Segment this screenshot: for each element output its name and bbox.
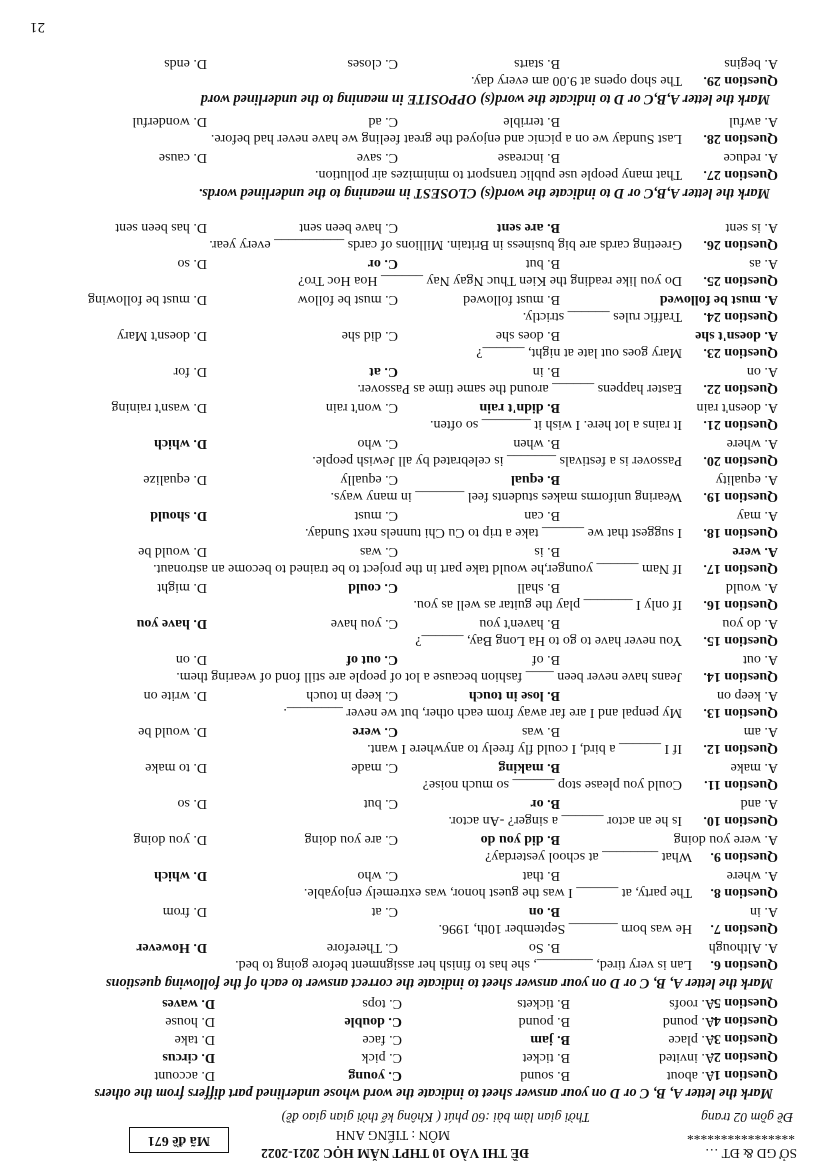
option-a: A. make xyxy=(730,760,778,775)
instruction-pronunciation: Mark the letter A, B, C or D on your answer sheet to indicate the word whose underlined part differs from the others xyxy=(94,1085,773,1101)
question-label: Question 29. xyxy=(703,73,778,88)
option-c: C. equally xyxy=(340,472,398,487)
option-a: A. begins xyxy=(724,56,778,71)
question-label: Question 12. xyxy=(703,741,778,756)
option-a: A. doesn't she xyxy=(695,328,778,343)
option-a: A. invited xyxy=(659,1050,715,1065)
option-b: B. or xyxy=(530,796,560,811)
option-d: D. should xyxy=(150,508,207,523)
question-text: My penpal and I are far away from each other, but we never ________. xyxy=(283,705,682,720)
option-b: B. must followed xyxy=(463,292,560,307)
option-b: B. ticket xyxy=(522,1050,570,1065)
question-label: Question 28. xyxy=(703,131,778,146)
option-d: D. waves xyxy=(162,996,215,1011)
question-label: Question 5. xyxy=(710,995,778,1010)
page-count: Đề gồm 02 trang xyxy=(701,1110,793,1125)
option-d: D. would be xyxy=(138,544,207,559)
option-c: C. have been sent xyxy=(299,220,398,235)
option-b: B. making xyxy=(498,760,560,775)
question-text: If Nam ______ younger,he would take part in the project to be trained to become an astronaut. xyxy=(153,561,682,576)
option-c: C. out of xyxy=(346,652,398,667)
option-b: B. shall xyxy=(517,580,560,595)
instruction-closest: Mark the letter A,B,C or D to indicate the word(s) CLOSEST in meaning to the underlined words. xyxy=(198,185,770,201)
question-label: Question 16. xyxy=(703,597,778,612)
option-d: D. ends xyxy=(164,56,207,71)
option-c: C. keep in touch xyxy=(306,688,398,703)
question-label: Question 25. xyxy=(703,273,778,288)
option-c: C. were xyxy=(352,724,398,739)
question-label: Question 20. xyxy=(703,453,778,468)
option-c: C. did she xyxy=(341,328,398,343)
option-d: D. However xyxy=(136,940,207,955)
header-org: SỞ GD & ĐT … xyxy=(704,1146,797,1161)
option-c: C. save xyxy=(356,150,398,165)
option-a: A. and xyxy=(740,796,778,811)
option-b: B. starts xyxy=(514,56,560,71)
exam-code-box: Mã đề 671 xyxy=(129,1127,229,1153)
question-text: He was born _______ September 10th, 1996. xyxy=(438,921,692,936)
question-text: Passover is a festivals _______ is celebrated by all Jewish people. xyxy=(312,453,682,468)
option-c: C. double xyxy=(344,1014,402,1029)
option-b: B. did you do xyxy=(480,832,560,847)
option-a: A. on xyxy=(746,364,778,379)
question-label: Question 15. xyxy=(703,633,778,648)
option-b: B. is xyxy=(534,544,560,559)
option-d: D. so xyxy=(177,256,207,271)
option-b: B. equal xyxy=(510,472,560,487)
option-b: B. was xyxy=(521,724,560,739)
question-text: Is he an actor ______ a singer? -An actor. xyxy=(448,813,682,828)
exam-title: ĐỀ THI VÀO 10 THPT NĂM HỌC 2021-2022 xyxy=(261,1146,529,1161)
option-d: D. for xyxy=(173,364,207,379)
option-a: A. pound xyxy=(662,1014,715,1029)
question-text: That many people use public transport to minimizes air pollution. xyxy=(314,167,682,182)
question-label: Question 2. xyxy=(710,1049,778,1064)
option-a: A. doesn't rain xyxy=(696,400,778,415)
option-a: A. may xyxy=(736,508,778,523)
option-a: A. keep on xyxy=(716,688,778,703)
question-label: Question 18. xyxy=(703,525,778,540)
option-c: C. at xyxy=(369,364,398,379)
option-b: B. didn't rain xyxy=(479,400,560,415)
question-label: Question 10. xyxy=(703,813,778,828)
option-d: D. you doing xyxy=(133,832,207,847)
question-text: Traffic rules ______ strictly. xyxy=(522,309,682,324)
option-a: A. roofs xyxy=(669,996,715,1011)
instruction-grammar: Mark the letter A, B, C or D on your answer sheet to indicate the correct answer to each of the following questions xyxy=(105,975,773,991)
question-label: Question 23. xyxy=(703,345,778,360)
option-b: B. can xyxy=(524,508,560,523)
option-a: A. am xyxy=(743,724,778,739)
option-d: D. take xyxy=(174,1032,215,1047)
option-d: D. on xyxy=(175,652,207,667)
option-a: A. were you doing xyxy=(673,832,778,847)
option-c: C. must xyxy=(354,508,398,523)
option-c: C. won't rain xyxy=(325,400,398,415)
option-c: C. who xyxy=(357,436,398,451)
option-a: A. reduce xyxy=(723,150,778,165)
option-d: D. would be xyxy=(138,724,207,739)
option-a: A. do you xyxy=(722,616,778,631)
option-c: C. tops xyxy=(362,996,402,1011)
option-d: D. wasn't raining xyxy=(111,400,207,415)
option-a: A. out xyxy=(743,652,778,667)
option-c: C. you have xyxy=(330,616,398,631)
option-c: C. who xyxy=(357,868,398,883)
option-d: D. so xyxy=(177,796,207,811)
option-d: D. have you xyxy=(136,616,207,631)
question-label: Question 11. xyxy=(704,777,778,792)
option-c: C. are you doing xyxy=(304,832,398,847)
option-a: A. about xyxy=(666,1068,715,1083)
option-d: D. account xyxy=(154,1068,215,1083)
question-label: Question 7. xyxy=(710,921,778,936)
option-c: C. must be follow xyxy=(297,292,398,307)
option-c: C. at xyxy=(371,904,398,919)
option-a: A. is sent xyxy=(725,220,778,235)
option-b: B. increase xyxy=(497,150,560,165)
option-d: D. which xyxy=(154,868,207,883)
question-label: Question 17. xyxy=(703,561,778,576)
option-a: A. were xyxy=(732,544,778,559)
option-a: A. equality xyxy=(715,472,778,487)
option-a: A. must be followed xyxy=(659,292,778,307)
option-d: D. circus xyxy=(162,1050,215,1065)
option-a: A. would xyxy=(725,580,778,595)
question-label: Question 21. xyxy=(703,417,778,432)
option-d: D. cause xyxy=(158,150,207,165)
option-d: D. might xyxy=(157,580,207,595)
option-b: B. when xyxy=(513,436,560,451)
option-d: D. must be following xyxy=(88,292,207,307)
question-text: The shop opens at 9.00 am every day. xyxy=(471,73,682,88)
option-b: B. lose in touch xyxy=(468,688,560,703)
option-c: C. ad xyxy=(368,114,398,129)
option-c: C. made xyxy=(351,760,398,775)
question-label: Question 8. xyxy=(710,885,778,900)
option-d: D. house xyxy=(165,1014,215,1029)
question-label: Question 19. xyxy=(703,489,778,504)
option-c: C. closes xyxy=(347,56,398,71)
option-b: B. sound xyxy=(520,1068,570,1083)
option-d: D. from xyxy=(162,904,207,919)
option-b: B. tickets xyxy=(517,996,570,1011)
question-label: Question 9. xyxy=(710,849,778,864)
option-d: D. wonderful xyxy=(132,114,207,129)
option-b: B. haven't you xyxy=(479,616,560,631)
option-b: B. So xyxy=(528,940,560,955)
question-text: If only I _______ play the guitar as well as you. xyxy=(413,597,682,612)
question-label: Question 1. xyxy=(710,1067,778,1082)
question-label: Question 24. xyxy=(703,309,778,324)
question-label: Question 3. xyxy=(710,1031,778,1046)
option-c: C. face xyxy=(362,1032,402,1047)
question-text: If I ______ a bird, I could fly freely to anywhere I want. xyxy=(367,741,682,756)
option-c: C. young xyxy=(348,1068,402,1083)
option-c: C. or xyxy=(367,256,398,271)
option-d: D. equalize xyxy=(143,472,207,487)
option-a: A. in xyxy=(750,904,778,919)
question-text: Jeans have never been ____ fashion because a lot of people are still fond of wearing them. xyxy=(176,669,682,684)
option-c: C. Therefore xyxy=(326,940,398,955)
option-b: B. in xyxy=(532,364,560,379)
option-b: B. on xyxy=(528,904,560,919)
option-d: D. doesn't Mary xyxy=(116,328,207,343)
option-a: A. awful xyxy=(729,114,778,129)
question-text: What ________ at school yesterday? xyxy=(485,849,692,864)
option-b: B. but xyxy=(525,256,560,271)
option-a: A. as xyxy=(749,256,778,271)
option-c: C. pick xyxy=(361,1050,402,1065)
option-d: D. to make xyxy=(145,760,207,775)
question-label: Question 26. xyxy=(703,237,778,252)
header-stars: **************** xyxy=(687,1128,795,1143)
question-text: Greeting cards are big business in Britain. Millions of cards __________ every year. xyxy=(209,237,682,252)
question-text: Wearing uniforms makes students feel _______ in many ways. xyxy=(330,489,682,504)
question-label: Question 22. xyxy=(703,381,778,396)
exam-time: Thời gian làm bài :60 phút ( Không kể thời gian giao đề) xyxy=(281,1110,590,1125)
option-c: C. was xyxy=(359,544,398,559)
question-label: Question 6. xyxy=(710,957,778,972)
exam-subject: MÔN : TIẾNG ANH xyxy=(335,1128,450,1143)
option-b: B. pound xyxy=(518,1014,570,1029)
question-text: I suggest that we ______ take a trip to Cu Chi tunnels next Sunday. xyxy=(304,525,682,540)
question-text: It rains a lot here. I wish it _______ so often. xyxy=(430,417,682,432)
option-b: B. of xyxy=(532,652,560,667)
option-a: A. place xyxy=(668,1032,715,1047)
option-d: D. has been sent xyxy=(115,220,207,235)
question-label: Question 13. xyxy=(703,705,778,720)
question-text: Lan is very tired, ________, she has to finish her assignment before going to bed. xyxy=(235,957,692,972)
question-text: Do you like reading the Kien Thuc Ngay Nay ______ Hoa Hoc Tro? xyxy=(298,273,682,288)
option-b: B. does she xyxy=(495,328,560,343)
question-text: The party, at ______ I was the guest honor, was extremely enjoyable. xyxy=(303,885,692,900)
question-text: Could you please stop ______ so much noise? xyxy=(422,777,682,792)
option-b: B. terrible xyxy=(503,114,560,129)
option-a: A. Although xyxy=(708,940,778,955)
option-c: C. could xyxy=(348,580,398,595)
option-b: B. are sent xyxy=(496,220,560,235)
option-a: A. where xyxy=(726,868,778,883)
question-text: Easter happens ______ around the same time as Passover. xyxy=(357,381,682,396)
option-a: A. where xyxy=(726,436,778,451)
option-b: B. jam xyxy=(530,1032,570,1047)
option-c: C. but xyxy=(363,796,398,811)
question-text: You never have to go to Ha Long Bay, ______? xyxy=(415,633,682,648)
option-b: B. that xyxy=(522,868,560,883)
question-label: Question 27. xyxy=(703,167,778,182)
question-text: Last Sunday we on a picnic and enjoyed the great feeling we have never had before. xyxy=(210,131,682,146)
option-d: D. write on xyxy=(143,688,207,703)
question-text: Mary goes out late at night, ______? xyxy=(476,345,682,360)
option-d: D. which xyxy=(154,436,207,451)
page-number: 21 xyxy=(30,19,45,35)
question-label: Question 14. xyxy=(703,669,778,684)
instruction-opposite: Mark the letter A,B,C or D to indicate the word(s) OPPOSITE in meaning to the underlined word xyxy=(200,91,770,107)
question-label: Question 4. xyxy=(710,1013,778,1028)
